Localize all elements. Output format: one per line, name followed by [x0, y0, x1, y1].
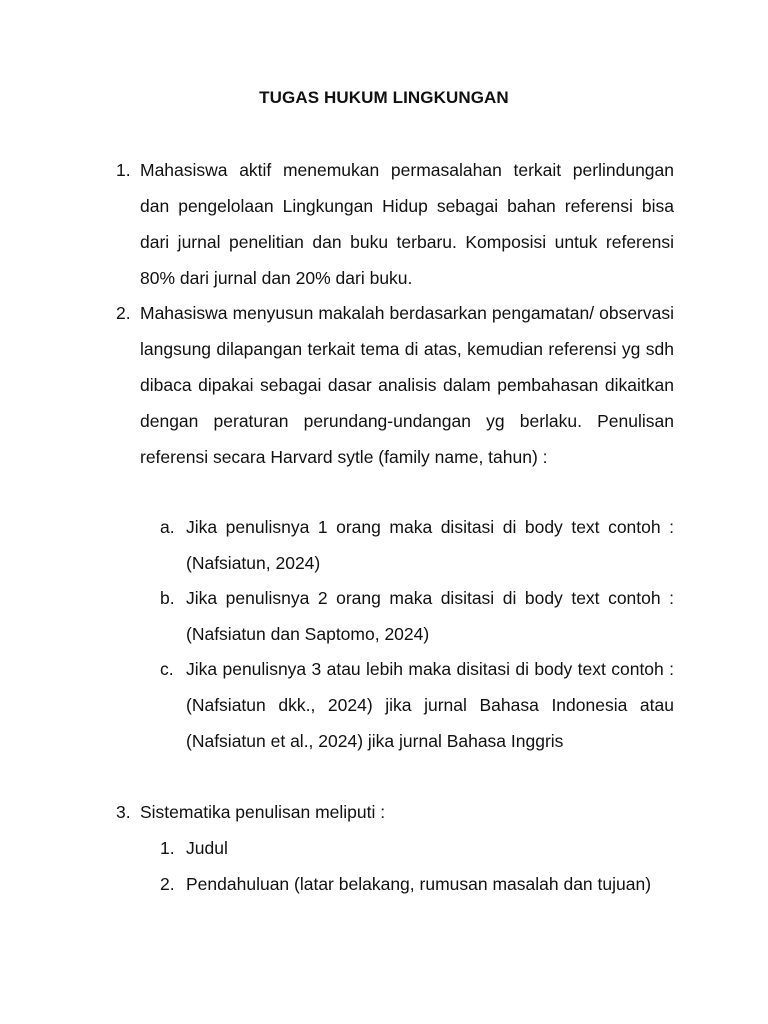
list-item-1-number: 1.	[116, 160, 131, 180]
list-subitem-2a-letter: a.	[160, 517, 175, 537]
list-item-3-text: Sistematika penulisan meliputi :	[140, 802, 386, 822]
list-subitem-3-1-text: Judul	[186, 838, 228, 858]
list-subitem-3-1-number: 1.	[160, 838, 175, 858]
list-item-2-text: Mahasiswa menyusun makalah berdasarkan pengamatan/ observasi langsung dilapangan terkait tema di atas, kemudian referensi yg sdh dibaca dipakai sebagai dasar analisis dalam pembahasan dikaitkan dengan peraturan perundang-undangan yg berlaku. Penulisan referensi secara Harvard sytle (family name, tahun) :	[140, 303, 674, 467]
list-item-3-number: 3.	[116, 802, 131, 822]
list-subitem-2a-text: Jika penulisnya 1 orang maka disitasi di body text contoh : (Nafsiatun, 2024)	[186, 517, 674, 573]
list-item-1-text: Mahasiswa aktif menemukan permasalahan terkait perlindungan dan pengelolaan Lingkungan Hidup sebagai bahan referensi bisa dari jurnal penelitian dan buku terbaru. Komposisi untuk referensi 80% dari jurnal dan 20% dari buku.	[140, 160, 674, 288]
list-item-2-number: 2.	[116, 303, 131, 323]
list-subitem-2b-letter: b.	[160, 588, 175, 608]
list-subitem-2b-text: Jika penulisnya 2 orang maka disitasi di body text contoh : (Nafsiatun dan Saptomo, 2024)	[186, 588, 674, 644]
list-subitem-2c-text: Jika penulisnya 3 atau lebih maka disitasi di body text contoh : (Nafsiatun dkk., 2024) jika jurnal Bahasa Indonesia atau (Nafsiatun et al., 2024) jika jurnal Bahasa Inggris	[186, 659, 674, 751]
list-subitem-3-2-number: 2.	[160, 874, 175, 894]
list-subitem-2c-letter: c.	[160, 659, 174, 679]
list-subitem-3-2-text: Pendahuluan (latar belakang, rumusan masalah dan tujuan)	[186, 874, 652, 894]
document-title: TUGAS HUKUM LINGKUNGAN	[259, 88, 509, 107]
